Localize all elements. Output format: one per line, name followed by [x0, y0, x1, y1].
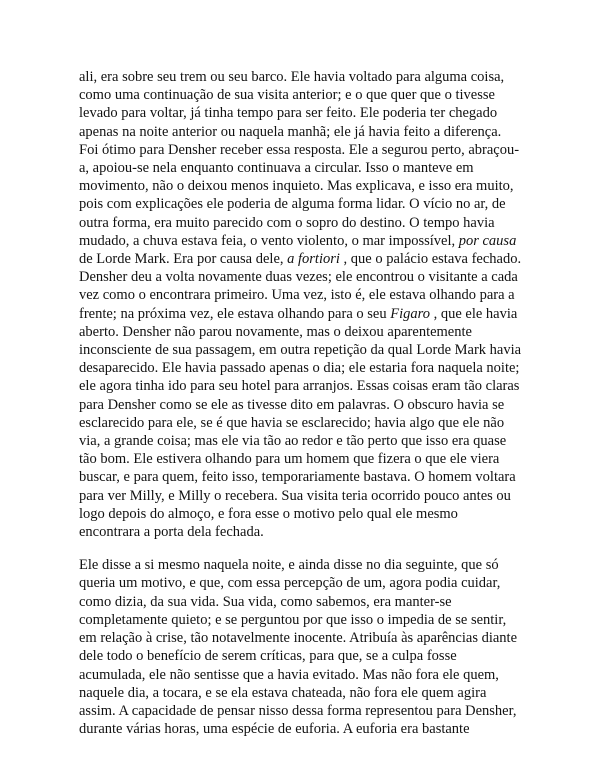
- text-run: ali, era sobre seu trem ou seu barco. Ele havia voltado para alguma coisa,: [79, 69, 505, 85]
- text-run: assim. A capacidade de pensar nisso dessa forma representou para Densher,: [79, 702, 517, 719]
- text-run: durante várias horas, uma espécie de euforia. A euforia era bastante: [79, 721, 470, 738]
- text-line: [79, 414, 531, 432]
- text-run: esclarecido para ele, se é que havia se esclarecido; havia algo que ele não: [79, 414, 505, 431]
- text-line: [79, 523, 531, 541]
- text-run: encontrara a porta dela fechada.: [79, 524, 264, 541]
- text-run: naquele dia, a tocara, e se ela estava chateada, não fora ele quem agira: [79, 684, 487, 701]
- text-line: [79, 250, 531, 268]
- text-line: [79, 232, 531, 250]
- text-line: [79, 450, 531, 468]
- text-line: [79, 214, 531, 232]
- text-run: outra forma, era muito parecido com o sopro do destino. O tempo havia: [79, 214, 495, 231]
- text-line: [79, 593, 531, 611]
- text-run: queria um motivo, e que, com essa percepção de um, agora podia cuidar,: [79, 575, 501, 592]
- text-line: [79, 468, 531, 486]
- text-line: [79, 359, 531, 377]
- text-line: [79, 684, 531, 702]
- text-line: [79, 702, 531, 720]
- text-line: [79, 666, 531, 684]
- text-run: , que ele havia: [429, 305, 518, 322]
- text-line: [79, 396, 531, 414]
- text-run: vez como o encontrara primeiro. Uma vez, isto é, ele estava olhando para a: [79, 287, 515, 304]
- text-line: [79, 647, 531, 665]
- text-line: [79, 629, 531, 647]
- text-line: [79, 141, 531, 159]
- text-run: de Lorde Mark. Era por causa dele,: [79, 251, 288, 268]
- document-page: [79, 68, 531, 738]
- text-run: via, a grande coisa; mas ele via tão ao redor e tão perto que isso era quase: [79, 433, 507, 450]
- text-line: [79, 305, 531, 323]
- text-run: ele agora tinha ido para seu hotel para arranjos. Essas coisas eram tão claras: [79, 378, 520, 395]
- italic-text: Figaro: [390, 305, 430, 322]
- text-run: Foi ótimo para Densher receber essa resposta. Ele a segurou perto, abraçou-: [79, 141, 520, 158]
- text-run: apenas na noite anterior ou naquela manhã; ele já havia feito a diferença.: [79, 123, 502, 140]
- text-run: para ver Milly, e Milly o recebera. Sua visita teria ocorrido pouco antes ou: [79, 487, 511, 504]
- text-run: Ele disse a si mesmo naquela noite, e ainda disse no dia seguinte, que só: [79, 557, 499, 574]
- text-run: em relação à crise, tão notavelmente inocente. Atribuía às aparências diante: [79, 630, 518, 647]
- text-line: [79, 286, 531, 304]
- text-line: [79, 487, 531, 505]
- text-run: , que o palácio estava fechado.: [339, 251, 522, 268]
- text-line: [79, 377, 531, 395]
- text-line: [79, 341, 531, 359]
- text-run: a, apoiou-se nela enquanto continuava a circular. Isso o manteve em: [79, 160, 474, 177]
- text-line: [79, 104, 531, 122]
- text-line: [79, 323, 531, 341]
- text-line: [79, 68, 531, 86]
- text-run: movimento, não o deixou menos inquieto. Mas explicava, e isso era muito,: [79, 178, 514, 195]
- body-paragraph: [79, 68, 531, 541]
- text-line: [79, 177, 531, 195]
- text-run: como uma continuação de sua visita anterior; e o que quer que o tivesse: [79, 87, 495, 104]
- text-run: pois com explicações ele poderia de alguma forma lidar. O vício no ar, de: [79, 196, 506, 213]
- text-run: completamente quieto; e se perguntou por que isso o impedia de se sentir,: [79, 611, 507, 628]
- text-line: [79, 123, 531, 141]
- text-run: dele todo o benefício de serem críticas, para que, se a culpa fosse: [79, 648, 457, 665]
- text-run: aberto. Densher não parou novamente, mas o deixou aparentemente: [79, 323, 472, 340]
- text-run: acumulada, ele não sentisse que a havia evitado. Mas não fora ele quem,: [79, 666, 499, 683]
- text-line: [79, 195, 531, 213]
- text-line: [79, 720, 531, 738]
- text-line: [79, 574, 531, 592]
- text-run: mudado, a chuva estava feia, o vento violento, o mar impossível,: [79, 232, 459, 249]
- text-run: para Densher como se ele as tivesse dito em palavras. O obscuro havia se: [79, 396, 505, 413]
- italic-text: a fortiori: [287, 251, 340, 268]
- text-run: Densher deu a volta novamente duas vezes; ele encontrou o visitante a cada: [79, 269, 518, 286]
- body-paragraph: [79, 556, 531, 738]
- text-run: tão bom. Ele estivera olhando para um homem que fizera o que ele viera: [79, 451, 500, 468]
- text-run: logo depois do almoço, e fora esse o motivo pelo qual ele mesmo: [79, 505, 458, 522]
- text-run: como dizia, da sua vida. Sua vida, como sabemos, era manter-se: [79, 593, 452, 610]
- text-line: [79, 556, 531, 574]
- text-run: inconsciente de sua passagem, em outra repetição da qual Lorde Mark havia: [79, 342, 522, 359]
- italic-text: por causa: [458, 232, 517, 249]
- text-run: frente; na próxima vez, ele estava olhando para o seu: [79, 305, 391, 322]
- text-line: [79, 611, 531, 629]
- text-line: [79, 268, 531, 286]
- text-line: [79, 86, 531, 104]
- text-line: [79, 432, 531, 450]
- text-run: buscar, e para quem, feito isso, temporariamente bastava. O homem voltara: [79, 469, 516, 486]
- text-line: [79, 159, 531, 177]
- text-run: levado para voltar, já tinha tempo para ser feito. Ele poderia ter chegado: [79, 105, 498, 122]
- text-line: [79, 505, 531, 523]
- text-run: desaparecido. Ele havia passado apenas o dia; ele estaria fora naquela noite;: [79, 360, 520, 377]
